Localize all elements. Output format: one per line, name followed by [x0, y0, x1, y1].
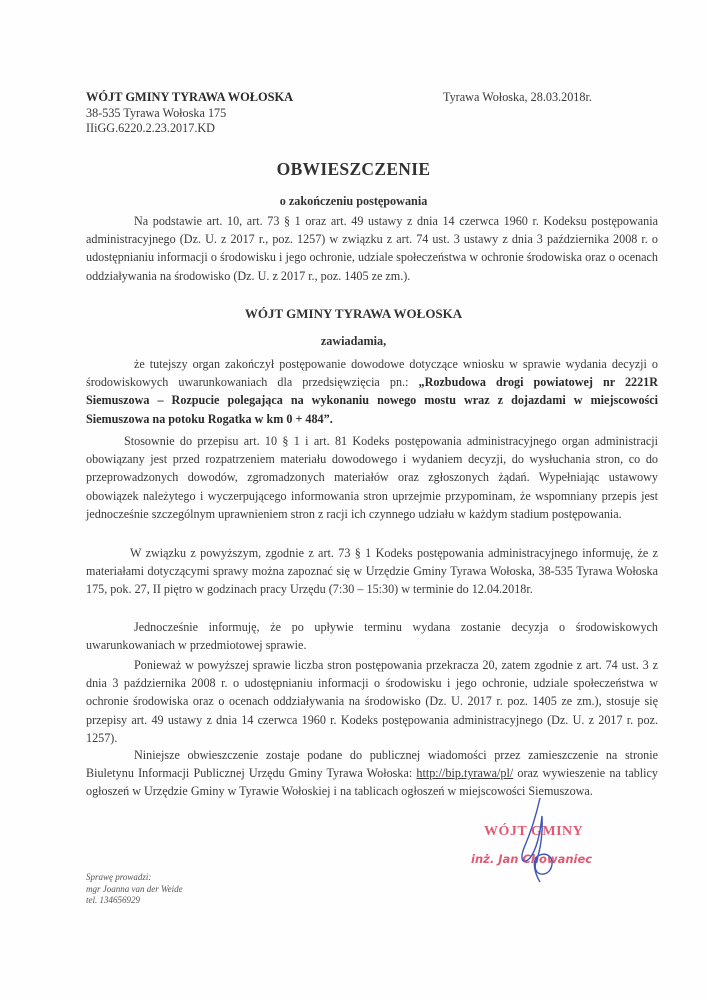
place-date: Tyrawa Wołoska, 28.03.2018r.: [443, 90, 592, 104]
sender-org-name: WÓJT GMINY TYRAWA WOŁOSKA: [86, 90, 294, 104]
handwritten-signature: [510, 796, 570, 886]
paragraph-access-info: [86, 544, 658, 599]
stamp-name: inż. Jan Chowaniec: [471, 852, 593, 866]
case-handler-note: [86, 872, 183, 907]
sender-address: 38-535 Tyrawa Wołoska 175: [86, 105, 227, 120]
reference-number: IIiGG.6220.2.23.2017.KD: [86, 121, 215, 135]
org-heading: WÓJT GMINY TYRAWA WOŁOSKA: [244, 306, 463, 321]
document-title: OBWIESZCZENIE: [276, 159, 431, 179]
case-handler-phone: tel. 134656929: [86, 895, 140, 905]
paragraph-text: W związku z powyższym, zgodnie z art. 73 § 1 Kodeks postępowania administracyjnego informuję, że z materiałami dotyczącymi sprawy można zapoznać się w Urzędzie Gminy Tyrawa Wołoska, 38-535 Tyrawa Wołoska 175, pok. 27, II piętro w godzinach pracy Urzędu (7:30 – 15:30) w terminie do 12.04.2018r.: [86, 546, 658, 597]
paragraph-text: Niniejsze obwieszczenie zostaje podane do publicznej wiadomości przez zamieszczenie na stronie Biuletynu Informacji Publicznej Urzędu Gminy Tyrawa Wołoska:: [86, 748, 658, 781]
paragraph-text: Ponieważ w powyższej sprawie liczba stron postępowania przekracza 20, zatem zgodnie z art. 74 ust. 3 z dnia 3 października 2008 r. o udostępnianiu informacji o środowisku i jego ochronie, udziale społeczeństwa w ochronie środowiska oraz o ocenach oddziaływania na środowisko (Dz. U. 2017 r. poz. 1405 ze zm.), stosuje się przepisy art. 49 ustawy z dnia 14 czerwca 1960 r. Kodeks postępowania administracyjnego (Dz. U. z 2017 r. poz. 1257).: [86, 658, 658, 745]
paragraph-text: Na podstawie art. 10, art. 73 § 1 oraz art. 49 ustawy z dnia 14 czerwca 1960 r. Kodeksu postępowania administracyjnego (Dz. U. z 2017 r., poz. 1257) w związku z art. 74 ust. 3 ustawy z dnia 3 października 2008 r. o udostępnianiu informacji o środowisku i jego ochronie, udziale społeczeństwa w ochronie środowiska oraz o ocenach oddziaływania na środowisko (Dz. U. z 2017 r., poz. 1405 ze zm.).: [86, 214, 658, 283]
project-name: „Rozbudowa drogi powiatowej nr 2221R Siemuszowa – Rozpucie polegająca na wykonaniu nowego mostu wraz z dojazdami w miejscowości Siemuszowa na potoku Rogatka w km 0 + 484”.: [86, 375, 658, 426]
paragraph-rights: [86, 432, 658, 523]
paragraph-parties: [86, 656, 658, 747]
paragraph-text: Stosownie do przepisu art. 10 § 1 i art. 81 Kodeks postępowania administracyjnego organ administracji obowiązany jest przed rozpatrzeniem materiału dowodowego i wydaniem decyzji, do wysłuchania stron, co do przeprowadzonych dowodów, zgromadzonych materiałów oraz zgłoszonych żądań. Wypełniając ustawowy obowiązek należytego i wyczerpującego informowania stron uprzejmie przypominam, że wspomniany przepis jest jednocześnie szczególnym uprawnieniem stron z racji ich czynnego udziału w każdym stadium postępowania.: [86, 434, 658, 521]
sender-block: [86, 90, 293, 137]
paragraph-text: że tutejszy organ zakończył postępowanie dowodowe dotyczące wniosku w sprawie wydania decyzji o środowiskowych uwarunkowaniach dla przedsięwzięcia pn.:: [86, 357, 658, 390]
paragraph-publication: [86, 746, 658, 801]
bip-link[interactable]: http://bip.tyrawa/pl/: [416, 766, 514, 781]
paragraph-decision-info: [86, 618, 658, 654]
stamp-title: WÓJT GMINY: [484, 824, 584, 839]
paragraph-legal-basis: [86, 212, 658, 285]
paragraph-text: Jednocześnie informuję, że po upływie terminu wydana zostanie decyzja o środowiskowych uwarunkowaniach w przedmiotowej sprawie.: [86, 620, 658, 653]
paragraph-text: oraz wywieszenie na tablicy ogłoszeń w Urzędzie Gminy w Tyrawie Wołoskiej i na tablicach ogłoszeń w miejscowości Siemuszowa.: [86, 766, 658, 799]
case-handler-name: mgr Joanna van der Weide: [86, 883, 183, 894]
document-subtitle: o zakończeniu postępowania: [279, 194, 428, 208]
case-handler-label: Sprawę prowadzi:: [86, 872, 152, 882]
announces-heading: zawiadamia,: [320, 334, 387, 348]
paragraph-announcement: [86, 355, 658, 428]
